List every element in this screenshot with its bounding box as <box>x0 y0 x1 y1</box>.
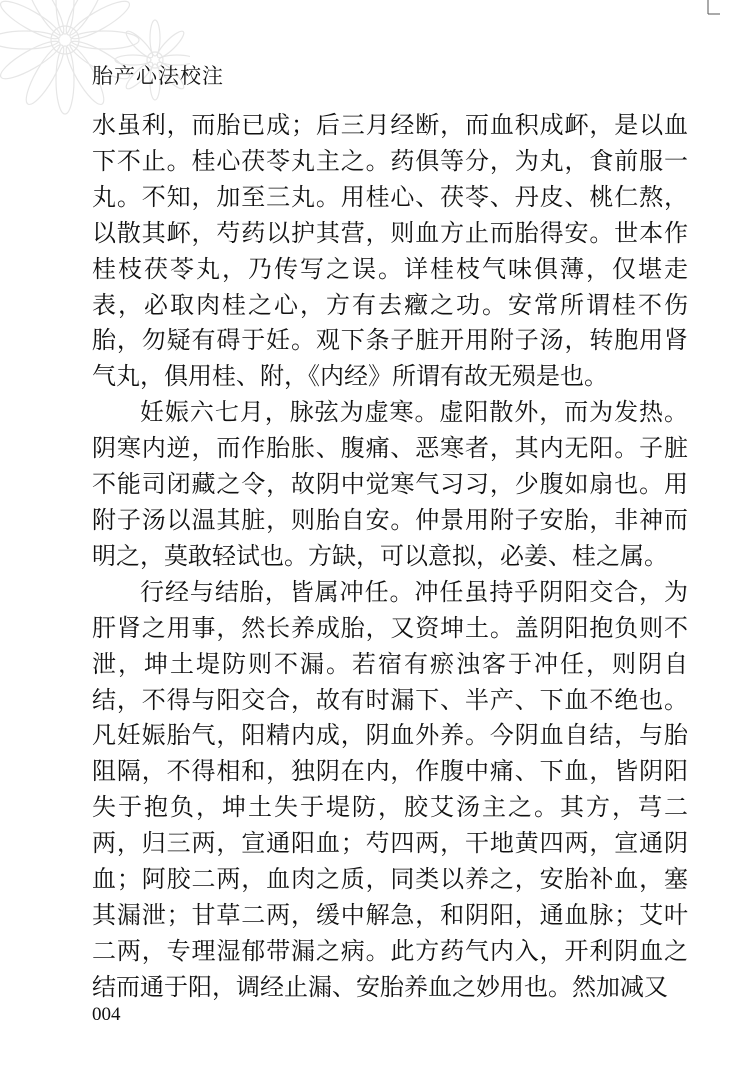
paragraph-3: 行经与结胎，皆属冲任。冲任虽持乎阴阳交合，为肝肾之用事，然长养成胎，又资坤土。盖阴阳抱负则不泄，坤土堤防则不漏。若宿有瘀浊客于冲任，则阴自结，不得与阳交合，故有时漏下、半产、下血不绝也。凡妊娠胎气，阳精内成，阴血外养。今阴血自结，与胎阻隔，不得相和，独阴在内，作腹中痛、下血，皆阴阳失于抱负，坤土失于堤防，胶艾汤主之。其方，芎二两，归三两，宣通阳血；芍四两，干地黄四两，宣通阴血；阿胶二两，血肉之质，同类以养之，安胎补血，塞其漏泄；甘草二两，缓中解急，和阴阳，通血脉；艾叶二两，专理湿郁带漏之病。此方药气内入，开利阴血之结而通于阳，调经止漏、安胎养血之妙用也。然加减又 <box>92 577 688 1001</box>
corner-crop-mark-icon <box>696 0 720 24</box>
page-number: 004 <box>92 1004 121 1025</box>
body-text <box>92 108 688 1006</box>
running-title: 胎产心法校注 <box>92 64 224 88</box>
paragraph-2: 妊娠六七月，脉弦为虚寒。虚阳散外，而为发热。阴寒内逆，而作胎胀、腹痛、恶寒者，其内无阳。子脏不能司闭藏之令，故阴中觉寒气习习，少腹如扇也。用附子汤以温其脏，则胎自安。仲景用附子安胎，非神而明之，莫敢轻试也。方缺，可以意拟，必姜、桂之属。 <box>92 398 688 570</box>
paragraph-1: 水虽利，而胎已成；后三月经断，而血积成衃，是以血下不止。桂心茯苓丸主之。药俱等分，为丸，食前服一丸。不知，加至三丸。用桂心、茯苓、丹皮、桃仁熬，以散其衃，芍药以护其营，则血方止而胎得安。世本作桂枝茯苓丸，乃传写之误。详桂枝气味俱薄，仅堪走表，必取肉桂之心，方有去癥之功。安常所谓桂不伤胎，勿疑有碍于妊。观下条子脏开用附子汤，转胞用肾气丸，俱用桂、附，《内经》所谓有故无殒是也。 <box>92 111 688 391</box>
